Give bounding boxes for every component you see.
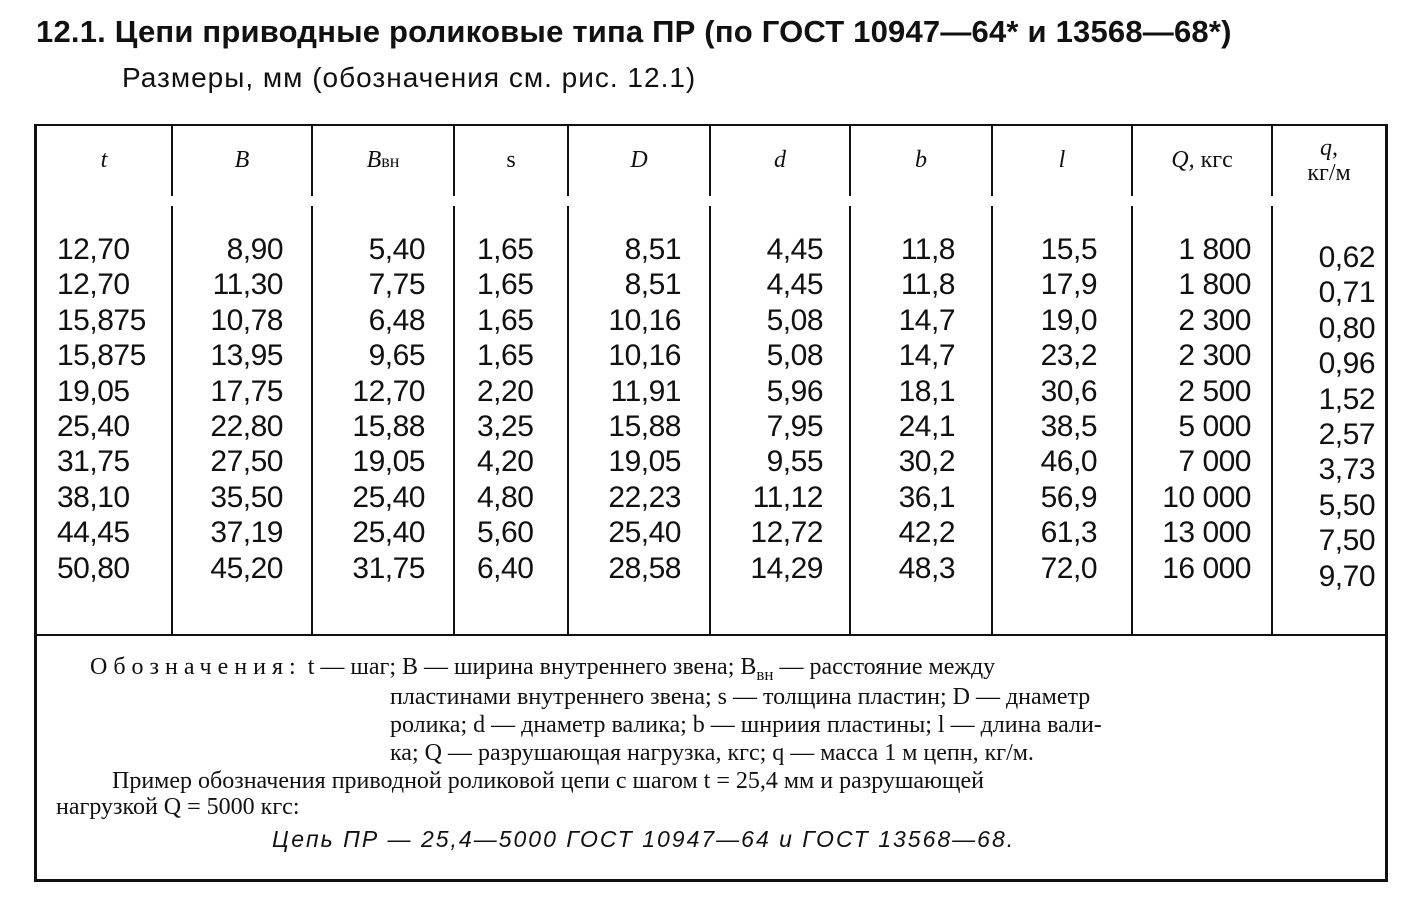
column-breaking-load: 1 800 1 800 2 300 2 300 2 500 5 000 7 000 10 000 13 000 16 000 xyxy=(1162,233,1251,585)
column-pin-length: 15,5 17,9 19,0 23,2 30,6 38,5 46,0 56,9 61,3 72,0 xyxy=(1040,233,1097,585)
notes-line-4: ка; Q — разрушающая нагрузка, кгс; q — масса 1 м цепн, кг/м. xyxy=(390,740,1034,766)
header-plate-width: b xyxy=(915,147,927,174)
column-mass: 0,62 0,71 0,80 0,96 1,52 2,57 3,73 5,50 7,50 9,70 xyxy=(1318,241,1375,593)
column-pin-diameter: 4,45 4,45 5,08 5,08 5,96 7,95 9,55 11,12 12,72 14,29 xyxy=(750,233,823,585)
notes-line-2: пластинами внутреннего звена; s — толщина пластин; D — днаметр xyxy=(390,684,1091,710)
column-roller-diameter: 8,51 8,51 10,16 10,16 11,91 15,88 19,05 22,23 25,40 28,58 xyxy=(608,233,681,585)
header-breaking-load: Q, кгс xyxy=(1171,147,1233,174)
table-subtitle: Размеры, мм (обозначения см. рис. 12.1) xyxy=(122,62,697,93)
header-b-width: B xyxy=(234,147,250,174)
column-b-inner: 5,40 7,75 6,48 9,65 12,70 15,88 19,05 25,40 25,40 31,75 xyxy=(352,233,425,585)
example-designation: Цепь ПР — 25,4—5000 ГОСТ 10947—64 и ГОСТ 13568—68. xyxy=(272,826,1016,852)
header-b-inner: B вн xyxy=(366,147,400,174)
header-mass: q, кг/м xyxy=(1307,134,1351,186)
table-title: 12.1. Цепи приводные роликовые типа ПР (по ГОСТ 10947—64* и 13568—68*) xyxy=(36,14,1232,49)
header-pin-diameter: d xyxy=(774,147,786,174)
header-t: t xyxy=(100,147,108,174)
header-pin-length: l xyxy=(1058,147,1066,174)
header-s: s xyxy=(506,147,516,174)
notes-line-3: ролика; d — днаметр валика; b — шнриия пластины; l — длина вали- xyxy=(390,712,1102,738)
example-line-2: нагрузкой Q = 5000 кгс: xyxy=(56,794,300,820)
column-plate-width: 11,8 11,8 14,7 14,7 18,1 24,1 30,2 36,1 42,2 48,3 xyxy=(898,233,955,585)
example-line-1: Пример обозначения приводной роликовой цепи с шагом t = 25,4 мм и разрушающей xyxy=(112,768,984,794)
column-t: 12,70 12,70 15,875 15,875 19,05 25,40 31,75 38,10 44,45 50,80 xyxy=(57,233,146,585)
header-roller-diameter: D xyxy=(630,147,648,174)
notes-line-1: Обозначения: t — шаг; B — ширина внутреннего звена; $B_{вн}$ — расстояние между xyxy=(90,654,996,684)
column-s: 1,65 1,65 1,65 1,65 2,20 3,25 4,20 4,80 5,60 6,40 xyxy=(477,233,534,585)
column-b-width: 8,90 11,30 10,78 13,95 17,75 22,80 27,50 35,50 37,19 45,20 xyxy=(210,233,283,585)
